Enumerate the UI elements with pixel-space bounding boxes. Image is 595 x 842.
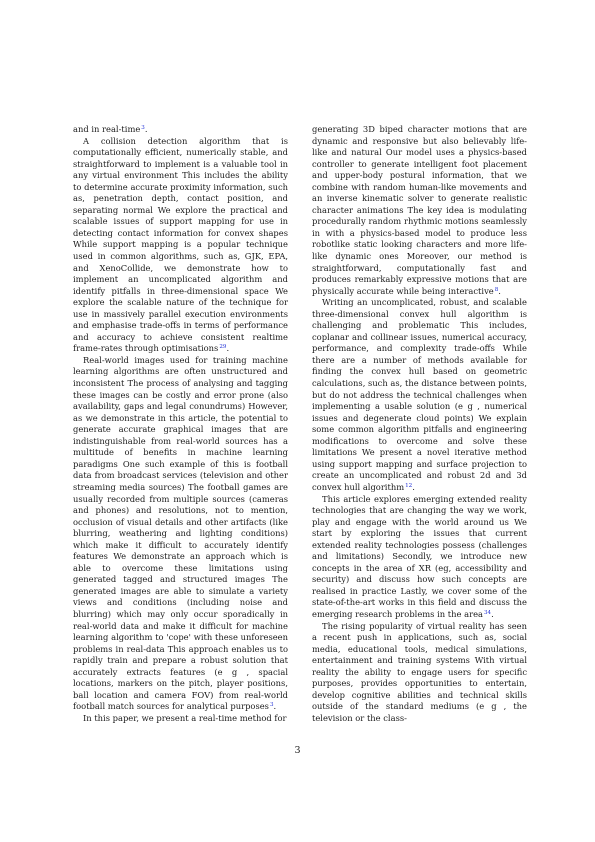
citation-link[interactable]: 3 (269, 702, 274, 709)
sentence-end: . (273, 701, 277, 712)
citation-link[interactable]: 34 (484, 609, 492, 616)
paragraph (312, 621, 527, 725)
citation-link[interactable]: 3 (141, 125, 145, 131)
paragraph (73, 136, 288, 355)
paragraph (312, 494, 527, 621)
sentence-end: . (498, 285, 501, 296)
left-column (73, 124, 288, 724)
paragraph-text: A collision detection algorithm that is computationally efficient, numerically stable, and straightforward to implement is a valuable tool in any virtual environment This includes the ability to determine accurate proximity information, such as, penetration depth, contact position, and separating normal We explore the practical and scalable issues of support mapping for use in detecting contact information for convex shapes While support mapping is a popular technique used in common algorithms, such as, GJK, EPA, and XenoCollide, we demonstrate how to implement an uncomplicated algorithm and identify pitfalls in three-dimensional space We explore the scalable nature of the technique for use in massively parallel execution environments and emphasise trade-offs in terms of performance and accuracy to achieve consistent realtime frame-rates through optimisations (73, 135, 288, 354)
page-number: 3 (294, 745, 301, 756)
paragraph-text: and in real-time (73, 124, 141, 134)
paragraph-text: In this paper, we present a real-time method for (83, 712, 287, 723)
paragraph (312, 297, 527, 493)
citation-link[interactable]: 12 (405, 482, 413, 489)
citation-link[interactable]: 8 (494, 286, 499, 293)
paragraph (312, 124, 527, 297)
sentence-end: . (491, 608, 494, 619)
sentence-end: . (144, 124, 148, 134)
paragraph-text: The rising popularity of virtual reality has seen a recent push in applications, such as, social media, educational tools, medical simulations, entertainment and training systems With virtual reality the ability to engage users for specific purposes, provides opportunities to entertain, develop cognitive abilities and technical skills outside of the standard mediums (e g , the television or the class- (312, 620, 527, 723)
paragraph-text: This article explores emerging extended reality technologies that are changing the way we work, play and engage with the world around us We start by exploring the issues that current extended reality technologies possess (challenges and limitations) Secondly, we introduce new concepts in the area of XR (eg, accessibility and security) and discuss how such concepts are realised in practice Lastly, we cover some of the state-of-the-art works in this field and discuss the emerging research problems in the area (312, 493, 527, 619)
sentence-end: . (412, 481, 415, 492)
paragraph (73, 124, 288, 136)
citation-link[interactable]: 29 (219, 344, 227, 351)
paragraph-text: Real-world images used for training machine learning algorithms are often unstructured and inconsistent The process of analysing and tagging these images can be costly and error prone (also availability, gaps and legal conundrums) However, as we demonstrate in this article, the potential to generate accurate graphical images that are indistinguishable from real-world sources has a multitude of benefits in machine learning paradigms One such example of this is football data from broadcast services (television and other streaming media sources) The football games are usually recorded from multiple sources (cameras and phones) and resolutions, not to mention, occlusion of visual details and other artifacts (like blurring, weathering and lighting conditions) which make it difficult to accurately identify features We demonstrate an approach which is able to overcome these limitations using generated tagged and structured images The generated images are able to simulate a variety views and conditions (including noise and blurring) which may only occur sporadically in real-world data and make it difficult for machine learning algorithm to 'cope' with these unforeseen problems in real-data This approach enables us to rapidly train and prepare a robust solution that accurately extracts features (e g , spacial locations, markers on the pitch, player positions, ball location and camera FOV) from real-world football match sources for analytical purposes (73, 354, 288, 712)
paragraph (73, 713, 288, 725)
paragraph (73, 355, 288, 713)
sentence-end: . (226, 343, 230, 354)
paragraph-text: Writing an uncomplicated, robust, and scalable three-dimensional convex hull algorithm is challenging and problematic This includes, coplanar and collinear issues, numerical accuracy, performance, and complexity trade-offs While there are a number of methods available for finding the convex hull based on geometric calculations, such as, the distance between points, but do not address the technical challenges when implementing a usable solution (e g , numerical issues and degenerate cloud points) We explain some common algorithm pitfalls and engineering modifications to overcome and solve these limitations We present a novel iterative method using support mapping and surface projection to create an uncomplicated and robust 2d and 3d convex hull algorithm (312, 297, 527, 492)
right-column (312, 124, 527, 724)
paragraph-text: generating 3D biped character motions that are dynamic and responsive but also believably life-like and natural Our model uses a physics-based controller to generate intelligent foot placement and upper-body postural information, that we combine with random human-like movements and an inverse kinematic solver to generate realistic character animations The key idea is modulating procedurally random rhythmic motions seamlessly in with a physics-based model to produce less robotlike static looking characters and more life-like dynamic ones Moreover, our method is straightforward, computationally fast and produces remarkably expressive motions that are physically accurate while being interactive (312, 124, 527, 296)
